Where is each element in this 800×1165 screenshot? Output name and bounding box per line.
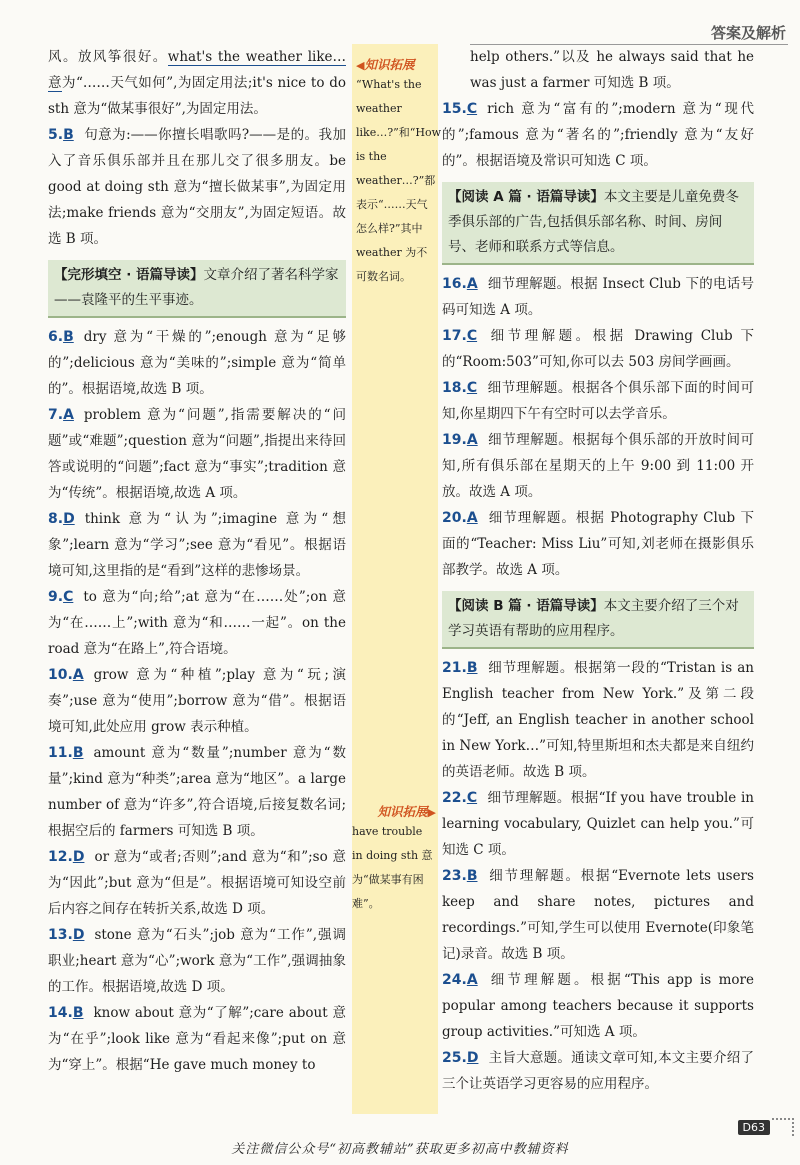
page-corner-dots-icon [772, 1118, 794, 1136]
answer-item-7: 7.A problem 意为“问题”,指需要解决的“问题”或“难题”;question 意为“问题”,指提出来待回答或说明的“问题”;fact 意为“事实”;tradition 意为“传统”。根据语境,故选 A 项。 [48, 407, 346, 501]
answer-item-22: 22.C 细节理解题。根据“If you have trouble in learning vocabulary, Quizlet can help you.”可知选 C 项。 [442, 790, 754, 858]
knowledge-notes-column [352, 44, 441, 1114]
answer-item-18: 18.C 细节理解题。根据各个俱乐部下面的时间可知,你星期四下午有空时可以去学音乐。 [442, 380, 754, 422]
section-intro-reading-a: 【阅读 A 篇 · 语篇导读】本文主要是儿童免费冬季俱乐部的广告,包括俱乐部名称、时间、房间号、老师和联系方式等信息。 [442, 182, 754, 265]
right-column [442, 44, 754, 1097]
knowledge-note-2: 知识拓展▶ have trouble in doing sth 意为“做某事有困难”。 [352, 804, 436, 910]
continuation-paragraph: 风。放风筝很好。what's the weather like… 意为“……天气如何”,为固定用法;it's nice to do sth 意为“做某事很好”,为固定用法。 [48, 49, 347, 117]
arrow-right-icon: ▶ [427, 806, 436, 819]
answer-item-25: 25.D 主旨大意题。通读文章可知,本文主要介绍了三个让英语学习更容易的应用程序。 [442, 1050, 754, 1092]
answer-item-13: 13.D stone 意为“石头”;job 意为“工作”,强调职业;heart 意为“心”;work 意为“工作”,强调抽象的工作。根据语境,故选 D 项。 [48, 927, 346, 995]
arrow-left-icon: ◀ [356, 59, 365, 72]
answer-item-6: 6.B dry 意为“干燥的”;enough 意为“足够的”;delicious 意为“美味的”;simple 意为“简单的”。根据语境,故选 B 项。 [48, 329, 346, 397]
answer-item-11: 11.B amount 意为“数量”;number 意为“数量”;kind 意为“种类”;area 意为“地区”。a large number of 意为“许多”,符合语境,后接复数名词;根据空后的 farmers 可知选 B 项。 [48, 745, 346, 839]
footer-watermark-text: 关注微信公众号“初高教辅站”获取更多初高中教辅资料 [231, 1142, 569, 1157]
answer-item-20: 20.A 细节理解题。根据 Photography Club 下面的“Teacher: Miss Liu”可知,刘老师在摄影俱乐部教学。故选 A 项。 [442, 510, 754, 578]
header-title: 答案及解析 [710, 24, 786, 42]
left-column [48, 44, 346, 1078]
section-intro-reading-b: 【阅读 B 篇 · 语篇导读】本文主要介绍了三个对学习英语有帮助的应用程序。 [442, 591, 754, 649]
answer-item-19: 19.A 细节理解题。根据每个俱乐部的开放时间可知,所有俱乐部在星期天的上午 9:00 到 11:00 开放。故选 A 项。 [442, 432, 754, 500]
answer-item-9: 9.C to 意为“向;给”;at 意为“在……处”;on 意为“在……上”;with 意为“和……一起”。on the road 意为“在路上”,符合语境。 [48, 589, 346, 657]
answer-item-23: 23.B 细节理解题。根据“Evernote lets users keep and share notes, pictures and recordings.”可知,学生可以使用 Evernote(印象笔记)录音。故选 B 项。 [442, 868, 754, 962]
answer-item-24: 24.A 细节理解题。根据“This app is more popular among teachers because it supports group activities.”可知选 A 项。 [442, 972, 754, 1040]
page-number: D63 [738, 1120, 770, 1135]
knowledge-note-1: ◀知识拓展 “What's the weather like…?”和“How is the weather…?”都表示“……天气怎么样?”其中 weather 为不可数名词。 [356, 57, 441, 283]
answer-item-17: 17.C 细节理解题。根据 Drawing Club 下的“Room:503”可知,你可以去 503 房间学画画。 [442, 328, 754, 370]
answer-item-15: 15.C rich 意为“富有的”;modern 意为“现代的”;famous 意为“著名的”;friendly 意为“友好的”。根据语境及常识可知选 C 项。 [442, 101, 754, 169]
answer-item-5: 5.B 句意为:——你擅长唱歌吗?——是的。我加入了音乐俱乐部并且在那儿交了很多朋友。be good at doing sth 意为“擅长做某事”,为固定用法;make friends 意为“交朋友”,为固定短语。故选 B 项。 [48, 127, 346, 247]
answer-item-10: 10.A grow 意为“种植”;play 意为“玩;演奏”;use 意为“使用”;borrow 意为“借”。根据语境可知,此处应用 grow 表示种植。 [48, 667, 346, 735]
answer-item-12: 12.D or 意为“或者;否则”;and 意为“和”;so 意为“因此”;but 意为“但是”。根据语境可知设空前后内容之间存在转折关系,故选 D 项。 [48, 849, 346, 917]
answer-item-21: 21.B 细节理解题。根据第一段的“Tristan is an English teacher from New York.”及第二段的“Jeff, an English teacher in another school in New York…”可知,特里斯坦和杰夫都是来自纽约的英语老师。故选 B 项。 [442, 660, 754, 780]
continuation-paragraph-right: help others.”以及 he always said that he was just a farmer 可知选 B 项。 [470, 49, 754, 91]
answer-item-8: 8.D think 意为“认为”;imagine 意为“想象”;learn 意为“学习”;see 意为“看见”。根据语境可知,这里指的是“看到”这样的悲惨场景。 [48, 511, 346, 579]
answer-item-16: 16.A 细节理解题。根据 Insect Club 下的电话号码可知选 A 项。 [442, 276, 754, 318]
answer-item-14: 14.B know about 意为“了解”;care about 意为“在乎”;look like 意为“看起来像”;put on 意为“穿上”。根据“He gave much money to [48, 1005, 346, 1073]
section-intro-cloze: 【完形填空 · 语篇导读】文章介绍了著名科学家——袁隆平的生平事迹。 [48, 260, 346, 318]
